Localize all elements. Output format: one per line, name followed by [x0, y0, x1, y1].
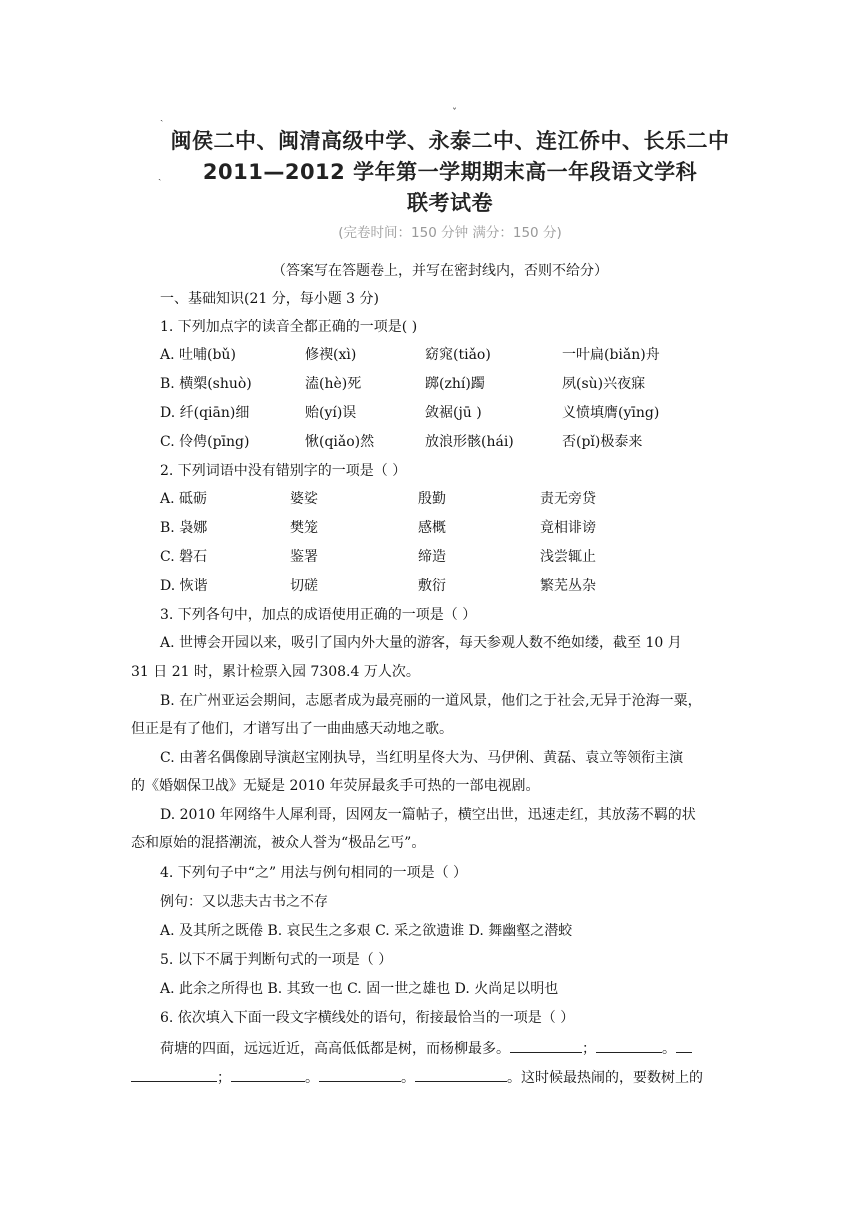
q1-option-cell: 夙(sù)兴夜寐 — [562, 376, 646, 392]
question-2-stem: 2. 下列词语中没有错别字的一项是（ ） — [160, 463, 407, 479]
q4-example: 例句：又以悲夫古书之不存 — [160, 894, 328, 910]
q2-option-cell: 切磋 — [290, 578, 318, 594]
question-6-stem: 6. 依次填入下面一段文字横线处的语句，衔接最恰当的一项是（ ） — [160, 1010, 575, 1026]
period: 。 — [401, 1070, 415, 1086]
scan-mark: ˏ — [158, 170, 162, 181]
q2-option-cell: 感概 — [418, 520, 446, 536]
q6-passage-text-end: 这时候最热闹的，要数树上的 — [521, 1070, 703, 1086]
fill-blank — [676, 1038, 692, 1053]
exam-schools-title: 闽侯二中、闽清高级中学、永泰二中、连江侨中、长乐二中 — [170, 129, 730, 153]
fill-blank — [415, 1067, 507, 1082]
fill-blank — [596, 1038, 662, 1053]
exam-time-score: (完卷时间：150 分钟 满分：150 分) — [338, 225, 562, 241]
q1-option-cell: C. 伶俜(pīng) — [160, 434, 250, 450]
section-title: 一、基础知识(21 分，每小题 3 分) — [160, 291, 379, 307]
exam-term-title: 2011—2012 学年第一学期期末高一年段语文学科 — [202, 160, 698, 184]
q1-option-cell: 一叶扁(biǎn)舟 — [562, 347, 660, 363]
period: 。 — [305, 1070, 319, 1086]
q2-option-cell: 樊笼 — [290, 520, 318, 536]
semicolon: ； — [582, 1041, 596, 1057]
question-3-stem: 3. 下列各句中，加点的成语使用正确的一项是（ ） — [160, 607, 477, 623]
exam-paper-title: 联考试卷 — [407, 191, 493, 215]
question-5-stem: 5. 以下不属于判断句式的一项是（ ） — [160, 952, 393, 968]
q1-option-cell: 愀(qiǎo)然 — [305, 434, 375, 450]
q2-option-cell: C. 磐石 — [160, 549, 208, 565]
q2-option-cell: D. 恢谐 — [160, 578, 208, 594]
q2-option-cell: 缔造 — [418, 549, 446, 565]
q1-option-cell: 义愤填膺(yīng) — [562, 405, 660, 421]
q1-option-cell: D. 纤(qiān)细 — [160, 405, 250, 421]
scan-mark: ˏ — [160, 111, 164, 122]
q1-option-cell: 敛裾(jū ) — [425, 405, 482, 421]
fill-blank — [510, 1038, 582, 1053]
q1-option-cell: A. 吐哺(bǔ) — [160, 347, 236, 363]
q3-option-b-line1: B. 在广州亚运会期间，志愿者成为最亮丽的一道风景，他们之于社会,无异于沧海一粟， — [160, 693, 702, 709]
q1-option-cell: B. 横槊(shuò) — [160, 376, 252, 392]
q2-option-cell: B. 袅娜 — [160, 520, 208, 536]
answer-instruction: （答案写在答题卷上，并写在密封线内，否则不给分） — [272, 263, 608, 279]
fill-blank — [231, 1067, 305, 1082]
q1-option-cell: 贻(yí)误 — [305, 405, 357, 421]
q1-option-cell: 窈窕(tiǎo) — [425, 347, 491, 363]
q6-passage-line2 — [131, 1067, 703, 1087]
q3-option-c-line2: 的《婚姻保卫战》无疑是 2010 年荧屏最炙手可热的一部电视剧。 — [131, 778, 540, 794]
q2-option-cell: 繁芜丛杂 — [540, 578, 596, 594]
period: 。 — [662, 1041, 676, 1057]
question-1-stem: 1. 下列加点字的读音全都正确的一项是( ) — [160, 319, 418, 335]
q1-option-cell: 溘(hè)死 — [305, 376, 362, 392]
question-4-stem: 4. 下列句子中“之” 用法与例句相同的一项是（ ） — [160, 865, 468, 881]
q3-option-d-line2: 态和原始的混搭潮流，被众人誉为“极品乞丐”。 — [131, 835, 426, 851]
period: 。 — [507, 1070, 521, 1086]
q1-option-cell: 修禊(xì) — [305, 347, 357, 363]
q4-options: A. 及其所之既倦 B. 哀民生之多艰 C. 采之欲遗谁 D. 舞幽壑之潜蛟 — [160, 923, 573, 939]
q1-option-cell: 踯(zhí)躅 — [425, 376, 485, 392]
q6-passage-line1 — [160, 1038, 692, 1058]
q2-option-cell: 竟相诽谤 — [540, 520, 596, 536]
q3-option-a-line1: A. 世博会开园以来，吸引了国内外大量的游客，每天参观人数不绝如缕，截至 10 月 — [160, 635, 682, 651]
q2-option-cell: 浅尝辄止 — [540, 549, 596, 565]
q2-option-cell: 敷衍 — [418, 578, 446, 594]
fill-blank — [319, 1067, 401, 1082]
q3-option-a-line2: 31 日 21 时，累计检票入园 7308.4 万人次。 — [131, 664, 420, 680]
q5-options: A. 此余之所得也 B. 其致一也 C. 固一世之雄也 D. 火尚足以明也 — [160, 981, 559, 997]
q3-option-d-line1: D. 2010 年网络牛人犀利哥，因网友一篇帖子，横空出世，迅速走红，其放荡不羁的状 — [160, 807, 696, 823]
q2-option-cell: A. 砥砺 — [160, 491, 208, 507]
q2-option-cell: 婆娑 — [290, 491, 318, 507]
q3-option-c-line1: C. 由著名偶像剧导演赵宝刚执导，当红明星佟大为、马伊俐、黄磊、袁立等领衔主演 — [160, 750, 684, 766]
q3-option-b-line2: 但正是有了他们，才谱写出了一曲曲感天动地之歌。 — [131, 721, 453, 737]
q1-option-cell: 否(pǐ)极泰来 — [562, 434, 643, 450]
q6-passage-text: 荷塘的四面，远远近近，高高低低都是树，而杨柳最多。 — [160, 1041, 510, 1057]
q2-option-cell: 责无旁贷 — [540, 491, 596, 507]
scan-mark: ˇ — [452, 108, 457, 119]
fill-blank — [131, 1067, 217, 1082]
q1-option-cell: 放浪形骸(hái) — [425, 434, 514, 450]
semicolon: ； — [217, 1070, 231, 1086]
q2-option-cell: 殷勤 — [418, 491, 446, 507]
q2-option-cell: 鉴署 — [290, 549, 318, 565]
